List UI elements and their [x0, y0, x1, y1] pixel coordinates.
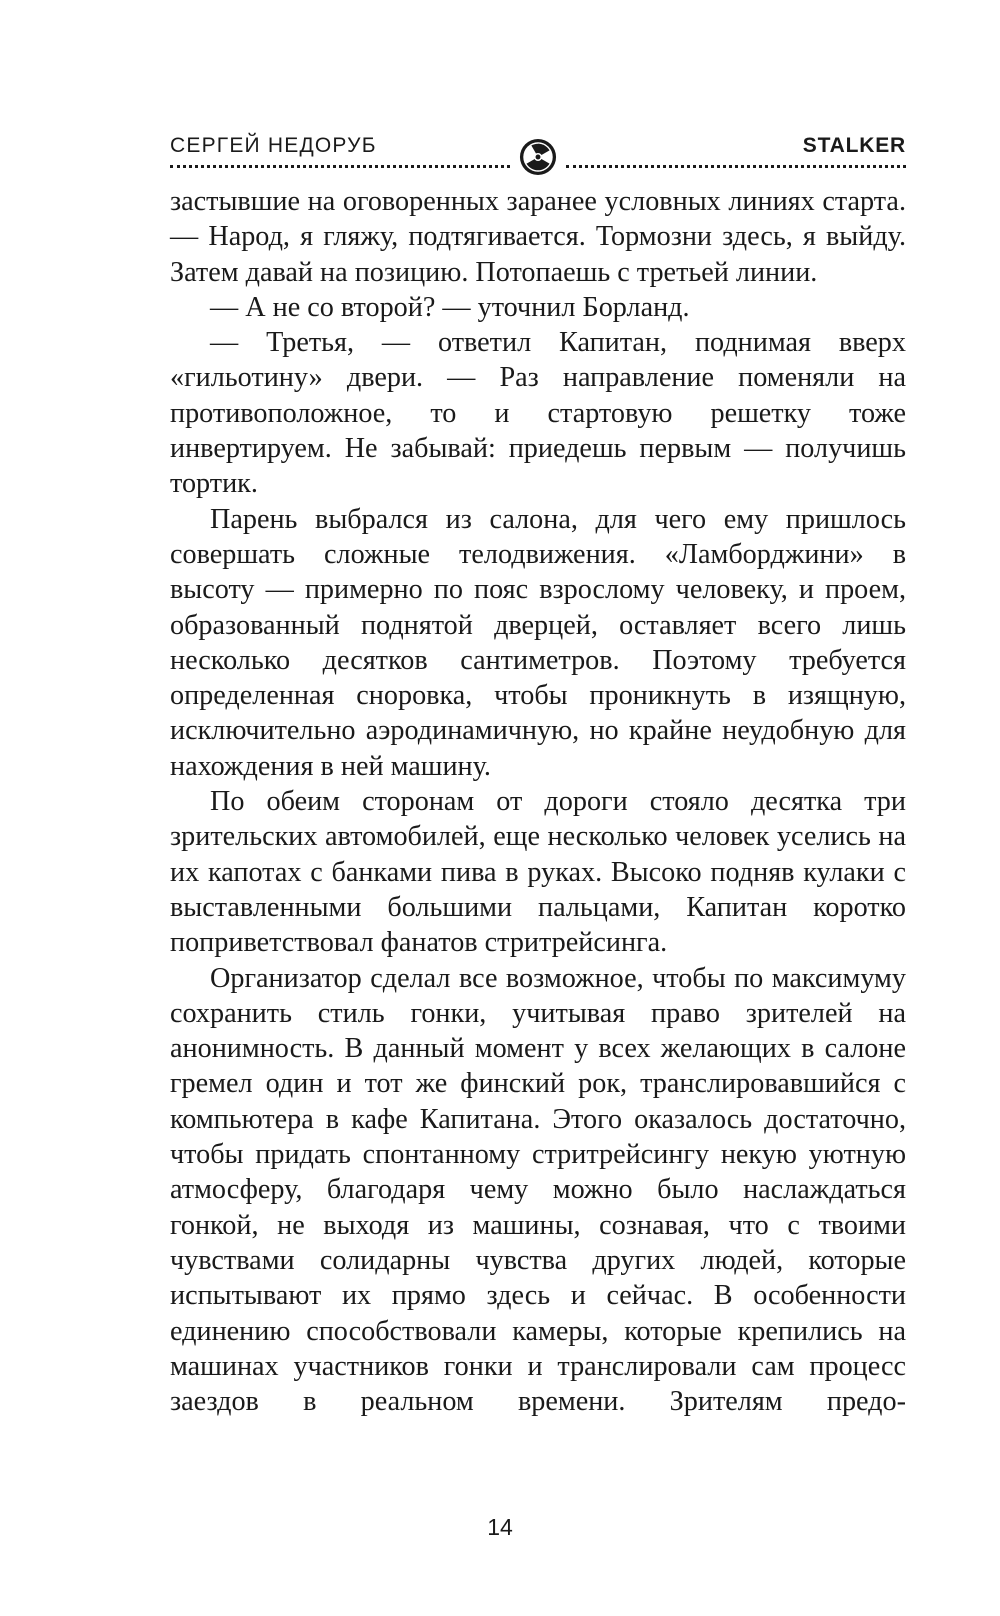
- paragraph: Организатор сделал все возможное, чтобы по максимуму сохранить стиль гонки, учитывая право зрителей на анонимность. В данный момент у всех желающих в салоне гремел один и тот же финский рок, транслировавшийся с компьютера в кафе Капитана. Этого оказалось достаточно, чтобы придать спонтанному стритрейсингу некую уютную атмосферу, благодаря чему можно было наслаждаться гонкой, не выходя из машины, сознавая, что с твоими чувствами солидарны чувства других людей, которые испытывают их прямо здесь и сейчас. В особенности единению способствовали камеры, которые крепились на машинах участников гонки и транслировали сам процесс заездов в реальном времени. Зрителям предо-: [170, 962, 906, 1418]
- header-series: STALKER: [802, 134, 906, 157]
- paragraph: — Третья, — ответил Капитан, поднимая вверх «гильотину» двери. — Раз направление поменяли на противоположное, то и стартовую решетку тоже инвертируем. Не забывай: приедешь первым — получишь тортик.: [170, 327, 906, 500]
- radiation-icon: [519, 138, 557, 176]
- page-number: 14: [487, 1514, 513, 1540]
- paragraph: По обеим сторонам от дороги стояло десятка три зрительских автомобилей, еще несколько человек уселись на их капотах с банками пива в руках. Высоко подняв кулаки с выставленными большими пальцами, Капитан коротко поприветствовал фанатов стритрейсинга.: [170, 786, 906, 959]
- paragraph: Парень выбрался из салона, для чего ему пришлось совершать сложные телодвижения. «Ламборджини» в высоту — примерно по пояс взрослому человеку, и проем, образованный поднятой дверцей, оставляет всего лишь несколько десятков сантиметров. Поэтому требуется определенная сноровка, чтобы проникнуть в изящную, исключительно аэродинамичную, но крайне неудобную для нахождения в ней машину.: [170, 503, 906, 782]
- running-header: [170, 126, 906, 176]
- paragraph: — А не со второй? — уточнил Борланд.: [210, 291, 690, 323]
- header-dotted-rule-left: [170, 165, 510, 168]
- paragraph: застывшие на оговоренных заранее условных линиях старта. — Народ, я гляжу, подтягивается. Тормозни здесь, я выйду. Затем давай на позицию. Потопаешь с третьей линии.: [170, 186, 906, 288]
- body-text: [170, 184, 906, 1419]
- header-dotted-rule-right: [566, 165, 906, 168]
- header-author: СЕРГЕЙ НЕДОРУБ: [170, 134, 377, 157]
